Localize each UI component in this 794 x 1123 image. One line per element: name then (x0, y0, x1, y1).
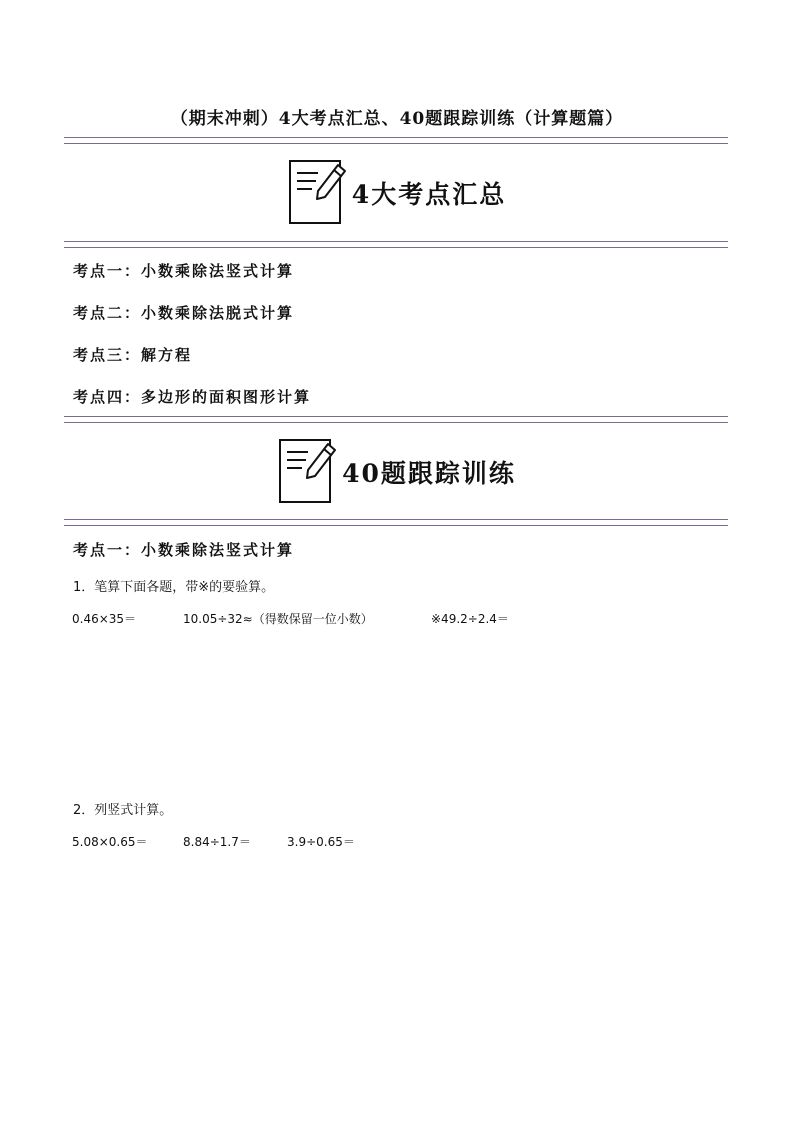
topic-item: 考点四：多边形的面积图形计算 (73, 388, 312, 406)
expression: ※49.2÷2.4＝ (431, 612, 509, 626)
banner-title: 4大考点汇总 (351, 180, 507, 209)
banner-title: 40题跟踪训练 (342, 459, 516, 488)
question-2: 2．列竖式计算。 (73, 803, 173, 818)
divider (64, 416, 728, 423)
banner-key-points (0, 158, 794, 228)
divider (64, 519, 728, 526)
expression: 5.08×0.65＝ (72, 835, 148, 849)
notepad-pencil-icon (288, 159, 348, 227)
page-title: （期末冲刺）4大考点汇总、40题跟踪训练（计算题篇） (170, 109, 624, 129)
topic-item: 考点二：小数乘除法脱式计算 (73, 304, 295, 322)
notepad-pencil-icon (278, 438, 338, 506)
expression: 3.9÷0.65＝ (287, 835, 355, 849)
topic-item: 考点一：小数乘除法竖式计算 (73, 262, 295, 280)
expression: 0.46×35＝ (72, 612, 137, 626)
section-heading: 考点一：小数乘除法竖式计算 (73, 541, 295, 559)
banner-practice (0, 437, 794, 507)
expression: 8.84÷1.7＝ (183, 835, 251, 849)
expression: 10.05÷32≈（得数保留一位小数） (183, 612, 373, 626)
divider (64, 241, 728, 248)
topic-item: 考点三：解方程 (73, 346, 193, 364)
question-1: 1．笔算下面各题，带※的要验算。 (73, 580, 275, 595)
divider (64, 137, 728, 144)
